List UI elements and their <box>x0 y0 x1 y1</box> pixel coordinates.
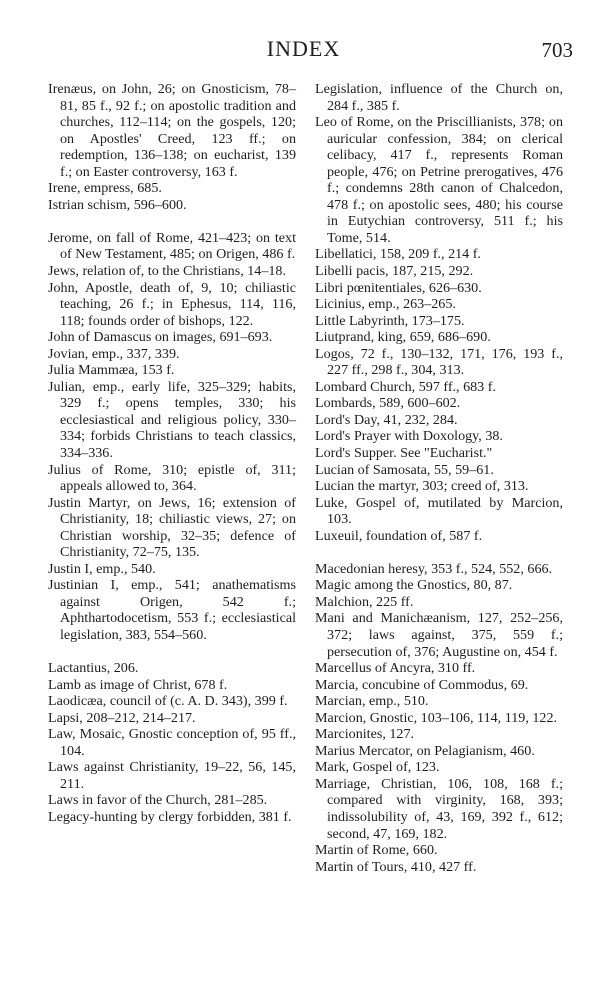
index-entry: Lucian the martyr, 303; creed of, 313. <box>315 478 529 495</box>
index-entry: Marcellus of Ancyra, 310 ff. <box>315 660 476 677</box>
index-entry: Lactantius, 206. <box>48 660 139 677</box>
index-entry: Istrian schism, 596–600. <box>48 196 187 213</box>
index-entry: Lombards, 589, 600–602. <box>315 395 461 412</box>
index-entry: Laodicæa, council of (c. A. D. 343), 399 f. <box>48 693 288 710</box>
index-entry: Liutprand, king, 659, 686–690. <box>315 329 491 346</box>
index-entry: Martin of Rome, 660. <box>315 842 438 859</box>
index-entry: Justin Martyr, on Jews, 16; extension of Christianity, 18; chiliastic views, 27; on Christian worship, 32–35; defence of Christianity, 72–75, 135. <box>48 494 296 561</box>
index-entry: Lord's Prayer with Doxology, 38. <box>315 428 503 445</box>
index-entry: Lombard Church, 597 ff., 683 f. <box>315 378 496 395</box>
index-entry: Malchion, 225 ff. <box>315 593 414 610</box>
index-entry: Magic among the Gnostics, 80, 87. <box>315 577 513 594</box>
index-entry: Licinius, emp., 263–265. <box>315 296 456 313</box>
index-entry: Libri pœnitentiales, 626–630. <box>315 279 482 296</box>
index-entry: Lord's Day, 41, 232, 284. <box>315 411 458 428</box>
index-entry: Laws against Christianity, 19–22, 56, 145, 211. <box>48 759 296 792</box>
index-entry: Martin of Tours, 410, 427 ff. <box>315 858 477 875</box>
index-entry: Laws in favor of the Church, 281–285. <box>48 792 268 809</box>
index-entry: Luxeuil, foundation of, 587 f. <box>315 527 483 544</box>
index-entry: Little Labyrinth, 173–175. <box>315 312 465 329</box>
index-entry: Marcion, Gnostic, 103–106, 114, 119, 122. <box>315 709 558 726</box>
index-entry: Jerome, on fall of Rome, 421–423; on text of New Testament, 485; on Origen, 486 f. <box>48 229 296 263</box>
page-header <box>0 36 607 66</box>
index-entry: Libellatici, 158, 209 f., 214 f. <box>315 246 481 263</box>
index-entry: Julian, emp., early life, 325–329; habits, 329 f.; opens temples, 330; his ecclesiastical and religious policy, 330–334; forbids Christians to teach classics, 334–336. <box>48 378 296 461</box>
index-entry: Julius of Rome, 310; epistle of, 311; appeals allowed to, 364. <box>48 461 296 495</box>
index-entry: Marcian, emp., 510. <box>315 693 429 710</box>
index-entry: Mark, Gospel of, 123. <box>315 759 440 776</box>
index-entry: Irenæus, on John, 26; on Gnosticism, 78–81, 85 f., 92 f.; on apostolic tradition and churches, 112–114; on the gospels, 120; on Apostles' Creed, 123 ff.; on redemption, 136–138; on eucharist, 139 f.; on Easter controversy, 163 f. <box>48 81 296 180</box>
index-entry: Jovian, emp., 337, 339. <box>48 345 180 362</box>
index-entry: Marriage, Christian, 106, 108, 168 f.; compared with virginity, 168, 393; indissolubility of, 43, 169, 392 f., 612; second, 47, 169, 182. <box>315 775 563 842</box>
index-entry: Libelli pacis, 187, 215, 292. <box>315 263 474 280</box>
index-entry: Lapsi, 208–212, 214–217. <box>48 709 196 726</box>
index-column-left <box>48 81 296 826</box>
index-entry: Marius Mercator, on Pelagianism, 460. <box>315 742 535 759</box>
index-entry: Macedonian heresy, 353 f., 524, 552, 666. <box>315 560 553 577</box>
index-entry: Lamb as image of Christ, 678 f. <box>48 676 228 693</box>
index-entry: Justin I, emp., 540. <box>48 560 156 577</box>
index-entry: Law, Mosaic, Gnostic conception of, 95 ff., 104. <box>48 726 296 759</box>
index-entry: Luke, Gospel of, mutilated by Marcion, 103. <box>315 494 563 528</box>
index-entry: Irene, empress, 685. <box>48 180 162 197</box>
index-entry: Justinian I, emp., 541; anathematisms against Origen, 542 f.; Aphthartodocetism, 553 f.; ecclesiastical legislation, 383, 554–560. <box>48 577 296 643</box>
index-entry: Legacy-hunting by clergy forbidden, 381 f. <box>48 808 292 825</box>
index-entry: John of Damascus on images, 691–693. <box>48 329 273 346</box>
index-entry: Lucian of Samosata, 55, 59–61. <box>315 461 494 478</box>
index-entry: Lord's Supper. See "Eucharist." <box>315 445 493 462</box>
index-entry: Mani and Manichæanism, 127, 252–256, 372; laws against, 375, 559 f.; persecution of, 376; Augustine on, 454 f. <box>315 610 563 660</box>
index-entry: Jews, relation of, to the Christians, 14–18. <box>48 262 286 279</box>
page-title: INDEX <box>266 36 341 61</box>
index-column-right <box>315 81 563 875</box>
index-entry: Legislation, influence of the Church on, 284 f., 385 f. <box>315 81 563 114</box>
index-entry: Marcia, concubine of Commodus, 69. <box>315 676 529 693</box>
index-entry: Marcionites, 127. <box>315 726 415 743</box>
index-entry: Leo of Rome, on the Priscillianists, 378; on auricular confession, 384; on clerical celibacy, 417 f., represents Roman people, 476; on Petrine prerogatives, 476 f.; condemns 28th canon of Chalcedon, 478 f.; on apostolic sees, 480; his course in Eutychian controversy, 511 f.; his Tome, 514. <box>315 114 563 246</box>
page-number: 703 <box>541 38 573 62</box>
index-entry: John, Apostle, death of, 9, 10; chiliastic teaching, 26 f.; in Ephesus, 114, 116, 118; founds order of bishops, 122. <box>48 279 296 329</box>
index-entry: Julia Mammæa, 153 f. <box>48 362 175 379</box>
index-entry: Logos, 72 f., 130–132, 171, 176, 193 f., 227 ff., 298 f., 304, 313. <box>315 345 563 379</box>
